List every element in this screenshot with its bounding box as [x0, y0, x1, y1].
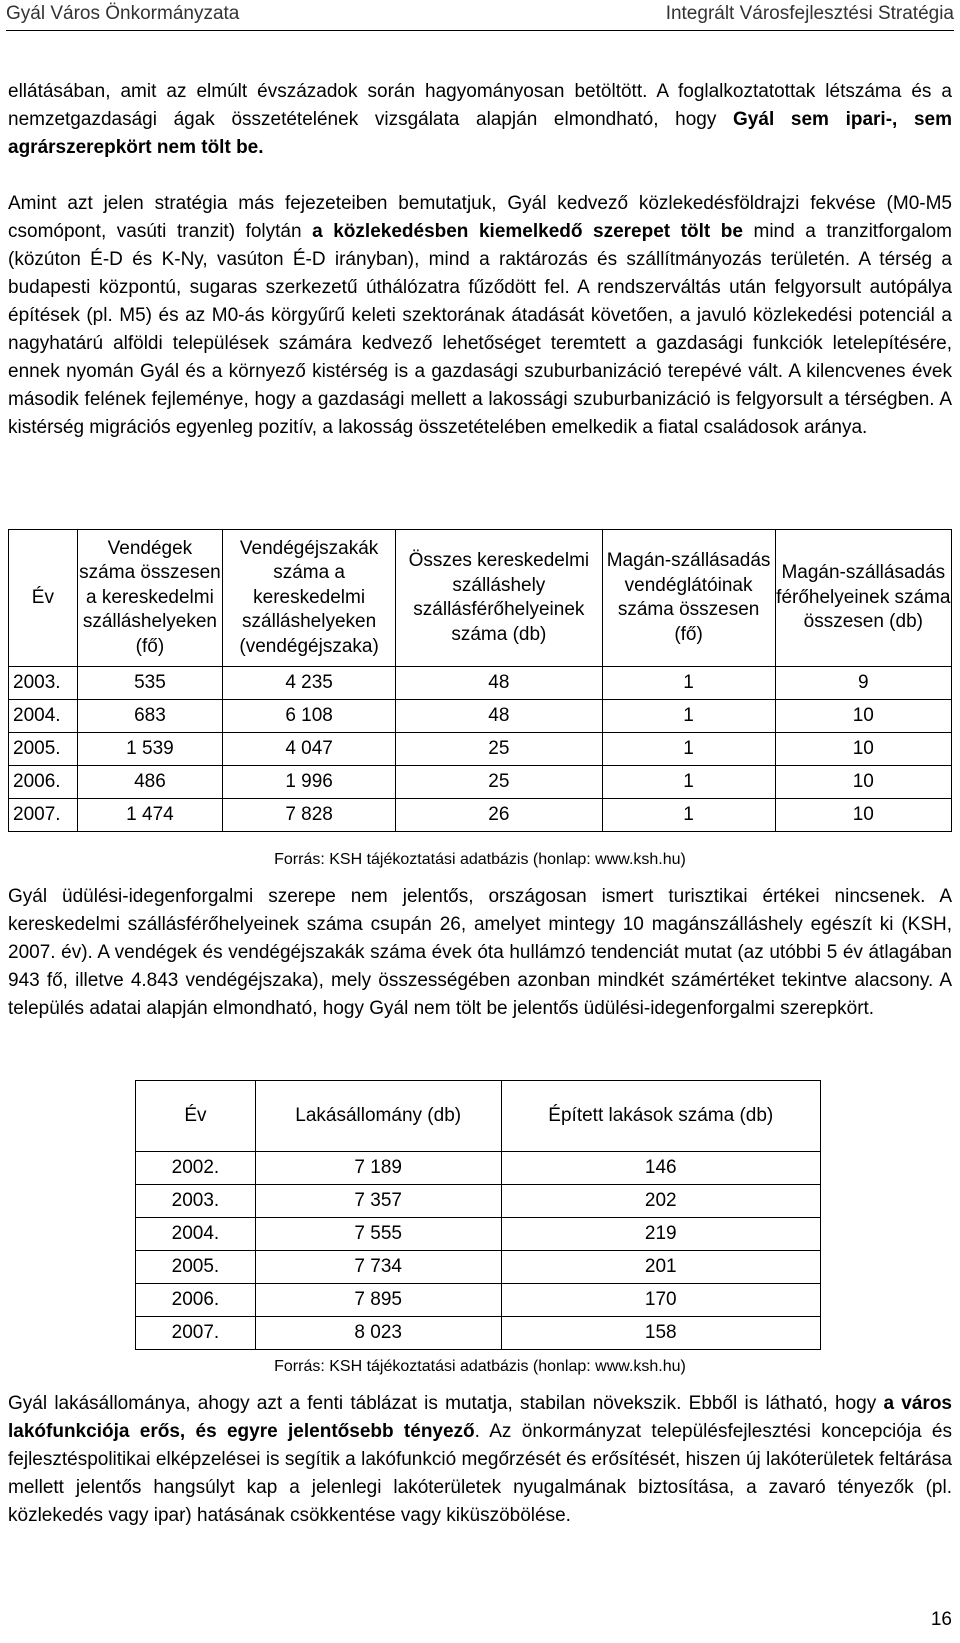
paragraph-4-emphasis: a város lakófunkciója erős, és egyre jelentősebb tényező: [8, 1393, 952, 1442]
table-cell: 26: [396, 799, 602, 832]
table-cell: 7 828: [223, 799, 396, 832]
paragraph-2-emphasis: a közlekedésben kiemelkedő szerepet tölt be: [312, 221, 743, 242]
table-cell: 158: [501, 1317, 820, 1350]
tourism-header-guest-nights: Vendégéjszakák száma a kereskedelmi szálláshelyeken (vendégéjszaka): [223, 530, 396, 667]
housing-header-stock: Lakásállomány (db): [255, 1081, 501, 1152]
table-cell: 8 023: [255, 1317, 501, 1350]
housing-table-source: Forrás: KSH tájékoztatási adatbázis (honlap: www.ksh.hu): [274, 1358, 686, 1375]
table-cell: 7 895: [255, 1284, 501, 1317]
table-cell: 2002.: [136, 1152, 256, 1185]
table-cell: 1: [602, 667, 775, 700]
table-cell: 7 734: [255, 1251, 501, 1284]
housing-table: [135, 1080, 821, 1350]
table-cell: 1: [602, 733, 775, 766]
tourism-header-private-hosts: Magán-szállásadás vendéglátóinak száma összesen (fő): [602, 530, 775, 667]
paragraph-1-text: ellátásában, amit az elmúlt évszázadok során hagyományosan betöltött. A foglalkoztatottak létszáma és a nemzetgazdasági ágak összetételének vizsgálata alapján elmondható, hogy: [8, 81, 952, 130]
table-row: [9, 799, 952, 832]
page-header: [6, 0, 954, 31]
tourism-header-guests: Vendégek száma összesen a kereskedelmi szálláshelyeken (fő): [77, 530, 222, 667]
paragraph-4-text-a: Gyál lakásállománya, ahogy azt a fenti táblázat is mutatja, stabilan növekszik. Ebből is látható, hogy: [8, 1393, 884, 1414]
tourism-table-header-row: [9, 530, 952, 667]
table-cell: 2007.: [9, 799, 78, 832]
table-cell: 683: [77, 700, 222, 733]
table-cell: 10: [775, 733, 951, 766]
table-cell: 535: [77, 667, 222, 700]
table-cell: 7 555: [255, 1218, 501, 1251]
header-document-title: Integrált Városfejlesztési Stratégia: [665, 3, 954, 24]
table-cell: 7 189: [255, 1152, 501, 1185]
tourism-header-bed-places: Összes kereskedelmi szálláshely szállásférőhelyeinek száma (db): [396, 530, 602, 667]
page-number: 16: [930, 1609, 952, 1630]
table-cell: 6 108: [223, 700, 396, 733]
table-cell: 25: [396, 733, 602, 766]
table-cell: 2006.: [136, 1284, 256, 1317]
housing-table-header-row: [136, 1081, 821, 1152]
table-row: [9, 766, 952, 799]
paragraph-4-text-c: . Az önkormányzat településfejlesztési koncepciója és fejlesztéspolitikai elképzelései is segítik a lakófunkció megőrzését és erősítését, hiszen új lakóterületek feltárása mellett jelentős hangsúlyt kap a jelenlegi lakóterületek nyugalmának biztosítása, a zavaró tényezők (pl. közlekedés vagy ipar) hatásának csökkentése vagy kiküszöbölése.: [8, 1421, 952, 1526]
table-cell: 201: [501, 1251, 820, 1284]
table-cell: 1: [602, 700, 775, 733]
table-cell: 4 235: [223, 667, 396, 700]
table-row: [9, 667, 952, 700]
table-row: [9, 733, 952, 766]
table-cell: 146: [501, 1152, 820, 1185]
tourism-table-source: Forrás: KSH tájékoztatási adatbázis (honlap: www.ksh.hu): [274, 851, 686, 868]
paragraph-2-text-c: mind a tranzitforgalom (közúton É-D és K-Ny, vasúton É-D irányban), mind a raktározás és szállítmányozás területén. A térség a budapesti központú, sugaras szerkezetű úthálózatra fűződött fel. A rendszerváltás után felgyorsult autópálya építések (pl. M5) és az M0-ás körgyűrű keleti szektorának átadását követően, a javuló közlekedési potenciál a nagyhatárú alföldi települések számára kedvező lehetőséget teremtett a gazdasági funkciók letelepítésére, ennek nyomán Gyál és a környező kistérség is a gazdasági szuburbanizáció terepévé vált. A kilencvenes évek második felének fejleménye, hogy a gazdasági mellett a lakossági szuburbanizáció is felgyorsult a térségben. A kistérség migrációs egyenleg pozitív, a lakosság összetételében emelkedik a fiatal családosok aránya.: [8, 221, 953, 438]
table-cell: 10: [775, 799, 951, 832]
tourism-header-private-beds: Magán-szállásadás férőhelyeinek száma összesen (db): [775, 530, 951, 667]
table-cell: 9: [775, 667, 951, 700]
housing-header-year: Év: [136, 1081, 256, 1152]
table-row: [136, 1152, 821, 1185]
table-cell: 202: [501, 1185, 820, 1218]
table-row: [136, 1284, 821, 1317]
table-cell: 2005.: [9, 733, 78, 766]
table-cell: 2007.: [136, 1317, 256, 1350]
tourism-header-year: Év: [9, 530, 78, 667]
table-cell: 1 474: [77, 799, 222, 832]
table-cell: 2004.: [136, 1218, 256, 1251]
table-cell: 219: [501, 1218, 820, 1251]
table-cell: 48: [396, 700, 602, 733]
table-cell: 1 996: [223, 766, 396, 799]
table-cell: 486: [77, 766, 222, 799]
paragraph-4: [8, 1390, 952, 1530]
table-cell: 2005.: [136, 1251, 256, 1284]
table-cell: 10: [775, 700, 951, 733]
table-cell: 2004.: [9, 700, 78, 733]
table-cell: 10: [775, 766, 951, 799]
table-row: [9, 700, 952, 733]
table-row: [136, 1185, 821, 1218]
table-cell: 2003.: [9, 667, 78, 700]
table-cell: 1 539: [77, 733, 222, 766]
table-row: [136, 1218, 821, 1251]
table-cell: 48: [396, 667, 602, 700]
table-cell: 1: [602, 766, 775, 799]
table-cell: 25: [396, 766, 602, 799]
table-row: [136, 1317, 821, 1350]
table-cell: 2003.: [136, 1185, 256, 1218]
tourism-table: [8, 529, 952, 832]
table-cell: 1: [602, 799, 775, 832]
paragraph-2: [8, 190, 952, 442]
header-organization: Gyál Város Önkormányzata: [6, 3, 240, 24]
paragraph-3-text: Gyál üdülési-idegenforgalmi szerepe nem jelentős, országosan ismert turisztikai értékei nincsenek. A kereskedelmi szállásférőhelyeinek száma csupán 26, amelyet mintegy 10 magánszálláshely egészít ki (KSH, 2007. év). A vendégek és vendégéjszakák száma évek óta hullámzó tendenciát mutat (az utóbbi 5 év átlagában 943 fő, illetve 4.843 vendégéjszaka), mely összességében azonban mindkét számértéket tekintve alacsony. A település adatai alapján elmondható, hogy Gyál nem tölt be jelentős üdülési-idegenforgalmi szerepkört.: [8, 886, 952, 1019]
paragraph-1: [8, 78, 952, 162]
table-cell: 7 357: [255, 1185, 501, 1218]
table-cell: 2006.: [9, 766, 78, 799]
table-cell: 4 047: [223, 733, 396, 766]
paragraph-1-emphasis: Gyál sem ipari-, sem agrárszerepkört nem tölt be.: [8, 109, 952, 158]
table-row: [136, 1251, 821, 1284]
paragraph-2-text-a: Amint azt jelen stratégia más fejezeteiben bemutatjuk, Gyál kedvező közlekedésföldrajzi fekvése (M0-M5 csomópont, vasúti tranzit) folytán: [8, 193, 952, 242]
paragraph-3: [8, 883, 952, 1023]
table-cell: 170: [501, 1284, 820, 1317]
housing-header-built: Épített lakások száma (db): [501, 1081, 820, 1152]
